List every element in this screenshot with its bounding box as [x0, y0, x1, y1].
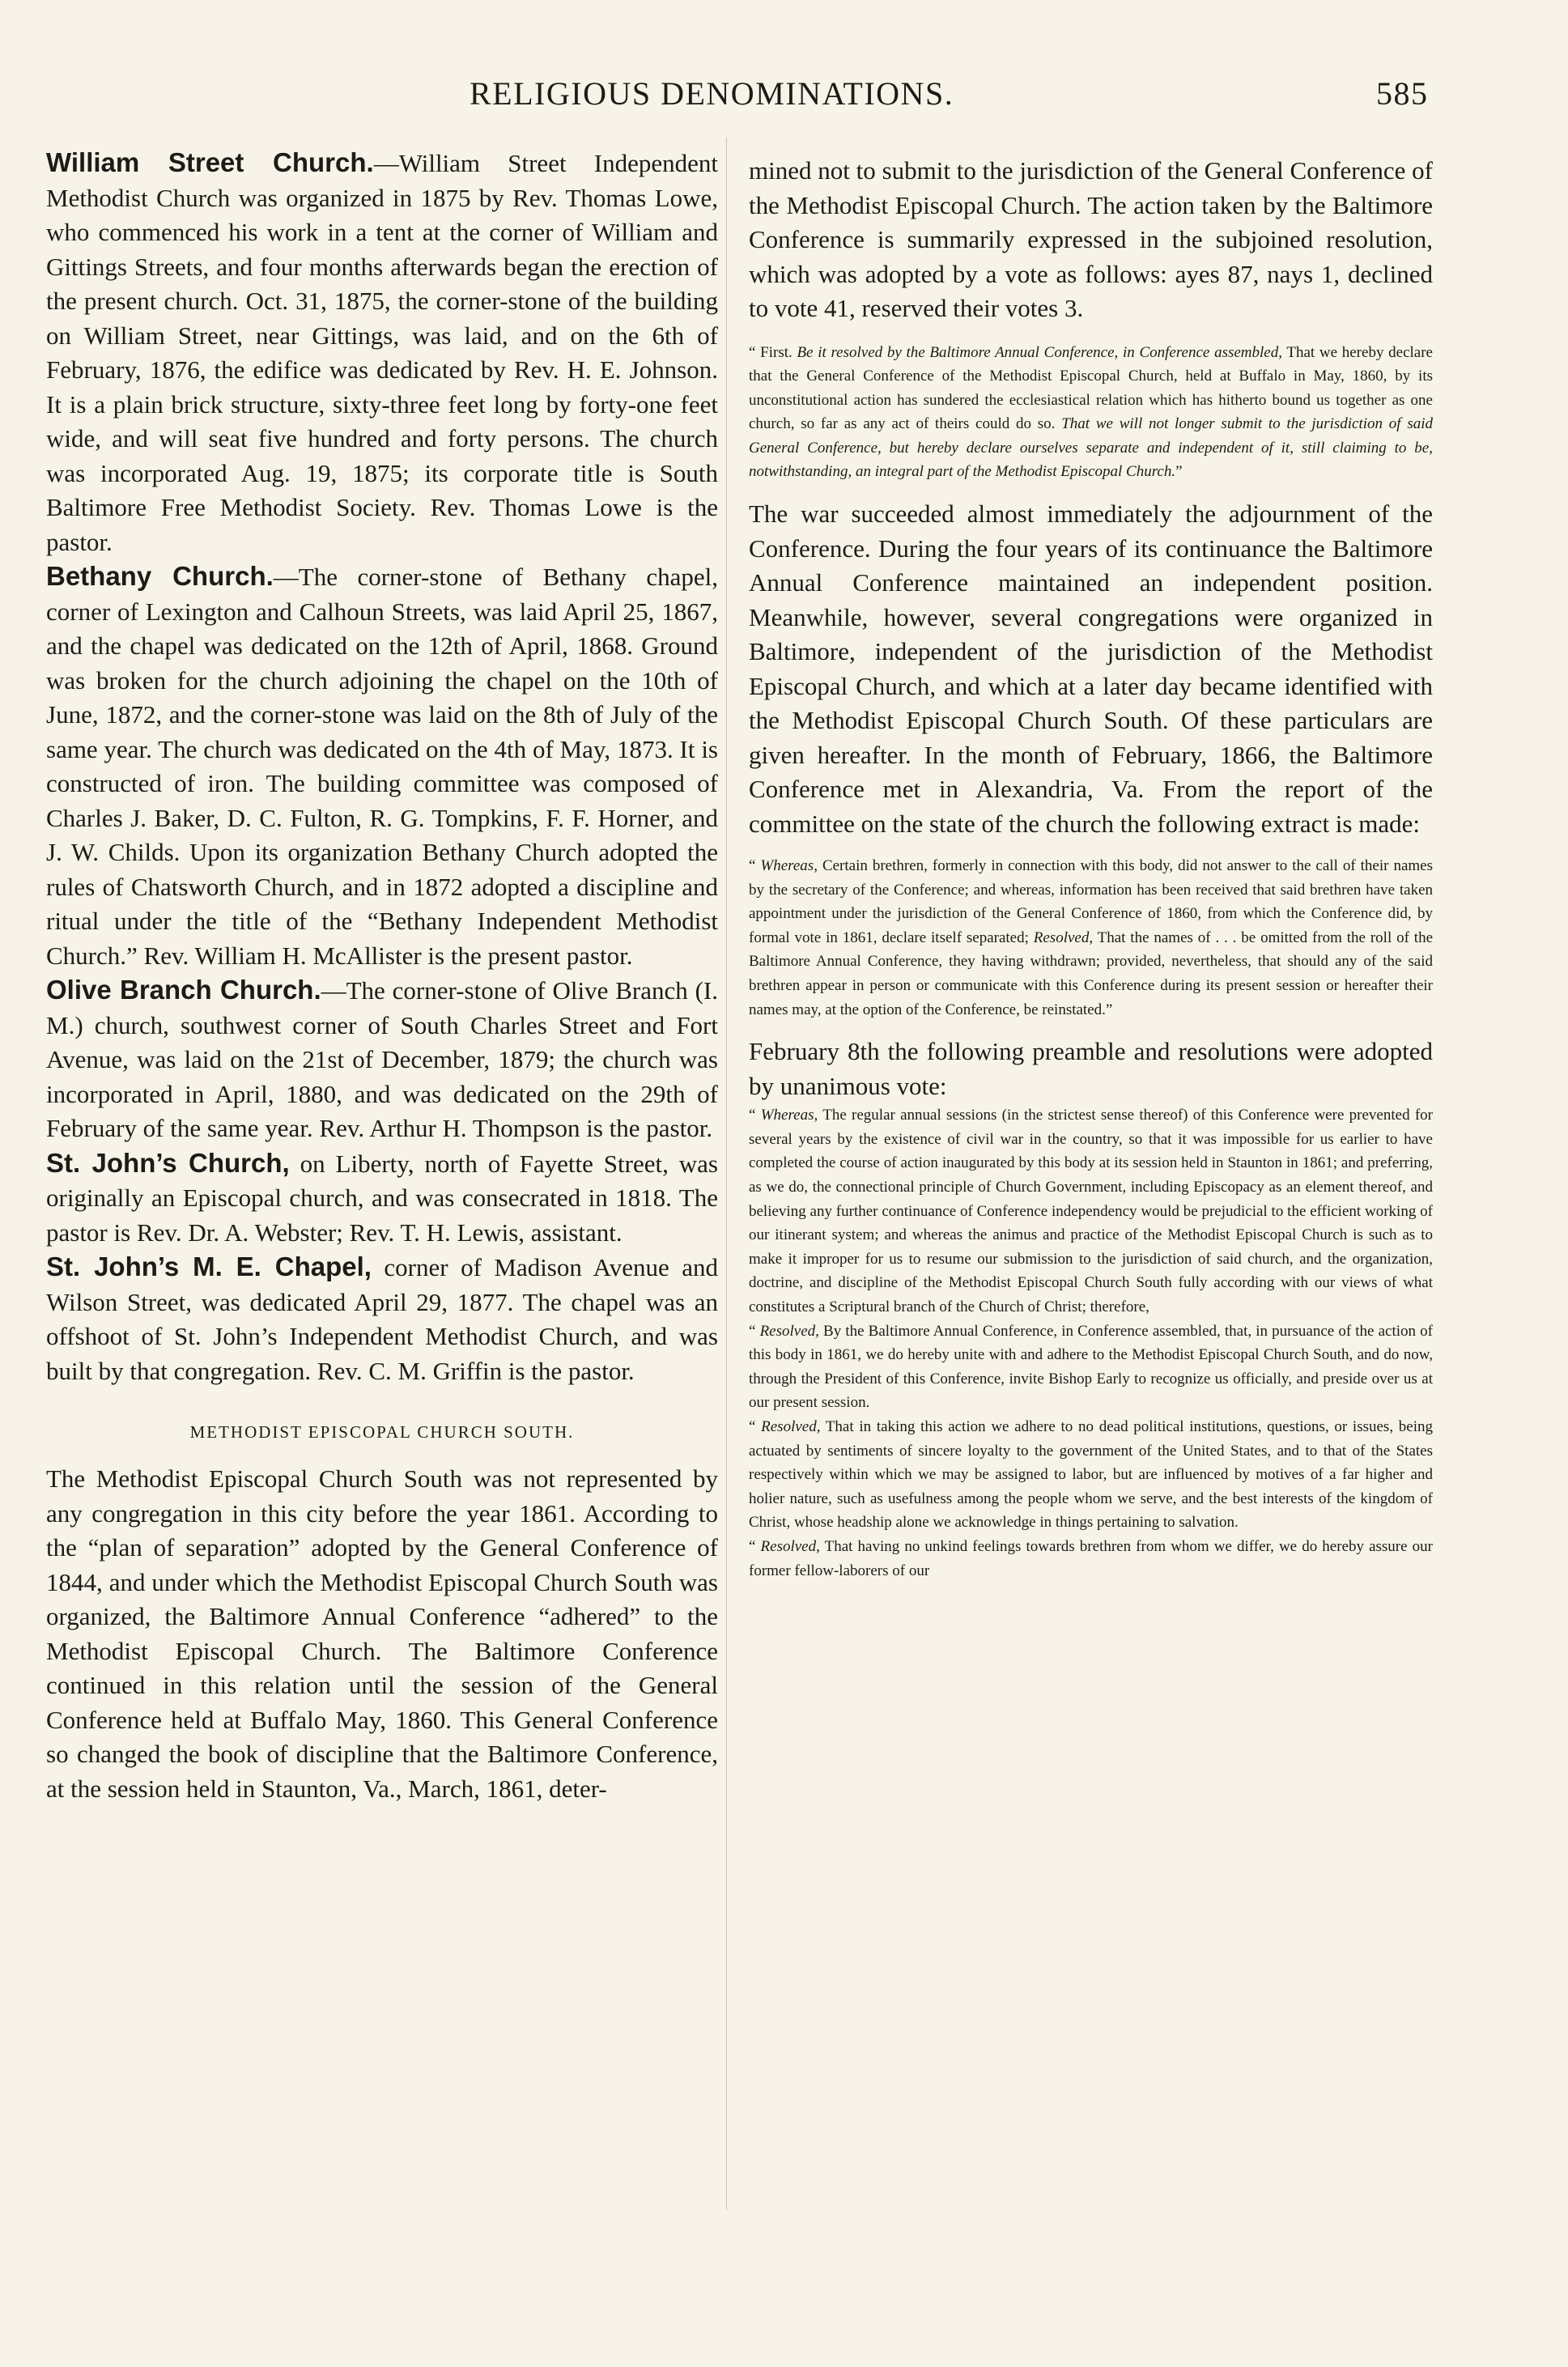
column-divider [726, 138, 727, 2210]
mecs-paragraph: The Methodist Episcopal Church South was not represented by any congregation in this city before the year 1861. According to the “plan of separation” adopted by the General Conference of 1844, and under which the Methodist Episcopal Church South was organized, the Baltimore Annual Conference “adhered” to the Methodist Episcopal Church. The Baltimore Conference continued in this relation until the session of the General Conference held at Buffalo May, 1860. This General Conference so changed the book of discipline that the Baltimore Conference, at the session held in Staunton, Va., March, 1861, deter- [46, 1464, 718, 1803]
william-street-heading: William Street Church. [46, 147, 374, 177]
st-johns-chapel-text: corner of Madison Avenue and Wilson Street, was dedicated April 29, 1877. The chapel was an offshoot of St. John’s Independent Methodist Church, and was built by that congregation. Rev. C. M. Griffin is the pastor. [46, 1253, 718, 1385]
continuation-paragraph: mined not to submit to the jurisdiction of the General Conference of the Methodist Episcopal Church. The action taken by the Baltimore Conference is summarily expressed in the subjoined resolution, which was adopted by a vote as follows: ayes 87, nays 1, declined to vote 41, reserved their votes 3. [749, 156, 1433, 322]
st-johns-paragraph [46, 1146, 718, 1251]
bethany-text: —The corner-stone of Bethany chapel, corner of Lexington and Calhoun Streets, was laid April 25, 1867, and the chapel was dedicated on the 12th of April, 1868. Ground was broken for the church adjoining the chapel on the 10th of June, 1872, and the corner-stone was laid on the 8th of July of the same year. The church was dedicated on the 4th of May, 1873. It is constructed of iron. The building committee was composed of Charles J. Baker, D. C. Fulton, R. G. Tompkins, F. F. Horner, and J. W. Childs. Upon its organization Bethany Church adopted the rules of Chatsworth Church, and in 1872 adopted a discipline and ritual under the title of the “Bethany Independent Methodist Church.” Rev. William H. McAllister is the present pastor. [46, 563, 718, 970]
resolved-quote-3 [749, 1535, 1433, 1583]
bethany-heading: Bethany Church. [46, 561, 274, 591]
quote-text: The regular annual sessions (in the strictest sense thereof) of this Conference were prevented for several years by the existence of civil war in the country, so that it was impossible for us earlier to have completed the course of action inaugurated by this body at its session held in Staunton in 1861; and preferring, as we do, the connectional principle of Church Government, including Episcopacy as an element thereof, and believing any further continuance of Conference independency would be prejudicial to the efficient working of our itinerant system; and whereas the animus and practice of the Methodist Episcopal Church is such as to make it improper for us to resume our submission to the jurisdiction of said church, and the organization, doctrine, and discipline of the Methodist Episcopal Church South fully according with our views of what constitutes a Scriptural branch of the Church of Christ; therefore, [749, 1107, 1434, 1315]
st-johns-heading: St. John’s Church, [46, 1147, 290, 1178]
quote-open: “ [749, 1417, 762, 1435]
section-heading: METHODIST EPISCOPAL CHURCH SOUTH. [189, 1422, 575, 1442]
quote-text: That the names of . . . be omitted from the roll of the Baltimore Annual Conference, they having withdrawn; provided, nevertheless, that should any of the said brethren appear in person or communicate with this Conference during its present session or hereafter their names may, at the option of the Conference, be reinstated.” [749, 929, 1433, 1018]
quote-italic: Whereas, [760, 1107, 818, 1124]
running-head [49, 74, 1429, 123]
bethany-paragraph [46, 559, 718, 973]
quote-open: “ [749, 1537, 761, 1555]
resolved-quote-1 [749, 1319, 1433, 1415]
quote-italic: Resolved, [760, 1537, 820, 1555]
quote-text: That in taking this action we adhere to no dead political institutions, questions, or issues, being actuated by sentiments of sincere loyalty to the government of the United States, and to that of the States respectively within which we may be assigned to labor, but are influenced by motives of a far higher and holier nature, such as usefulness among the people whom we serve, and the best interests of the kingdom of Christ, whose headship alone we acknowledge in things pertaining to salvation. [749, 1417, 1433, 1532]
war-paragraph: The war succeeded almost immediately the adjournment of the Conference. During the four years of its continuance the Baltimore Annual Conference maintained an independent position. Meanwhile, however, several congregations were organized in Baltimore, independent of the jurisdiction of the Methodist Episcopal Church, and which at a later day became identified with the Methodist Episcopal Church South. Of these particulars are given hereafter. In the month of February, 1866, the Baltimore Conference met in Alexandria, Va. From the report of the committee on the state of the church the following extract is made: [749, 499, 1433, 838]
quote-open: “ [749, 1322, 760, 1340]
quote-text: That we hereby declare that the General Conference of the Methodist Episcopal Church, held at Buffalo in May, 1860, by its unconstitutional action has sundered the ecclesiastical relation which has hitherto bound us together as one church, so far as any act of theirs could do so. [749, 343, 1433, 433]
quote-italic: Resolved, [759, 1322, 819, 1340]
st-johns-text: on Liberty, north of Fayette Street, was originally an Episcopal church, and was consecrated in 1818. The pastor is Rev. Dr. A. Webster; Rev. T. H. Lewis, assistant. [46, 1149, 718, 1247]
olive-branch-text: —The corner-stone of Olive Branch (I. M.) church, southwest corner of South Charles Street and Fort Avenue, was laid on the 21st of December, 1879; the church was incorporated in April, 1880, and was dedicated on the 29th of February of the same year. Rev. Arthur H. Thompson is the pastor. [46, 976, 718, 1142]
quote-text: By the Baltimore Annual Conference, in Conference assembled, that, in pursuance of the action of this body in 1861, we do hereby unite with and adhere to the Methodist Episcopal Church South, and do now, through the President of this Conference, invite Bishop Early to recognize us officially, and preside over us at our present session. [749, 1322, 1434, 1412]
olive-branch-paragraph [46, 973, 718, 1146]
william-street-text: —William Street Independent Methodist Church was organized in 1875 by Rev. Thomas Lowe, who commenced his work in a tent at the corner of William and Gittings Streets, and four months afterwards began the erection of the present church. Oct. 31, 1875, the corner-stone of the building on William Street, near Gittings, was laid, and on the 6th of February, 1876, the edifice was dedicated by Rev. H. E. Johnson. It is a plain brick structure, sixty-three feet long by forty-one feet wide, and will seat five hundred and forty persons. The church was incorporated Aug. 19, 1875; its corporate title is South Baltimore Free Methodist Society. Rev. Thomas Lowe is the pastor. [46, 149, 718, 556]
st-johns-chapel-heading: St. John’s M. E. Chapel, [46, 1251, 372, 1281]
february-paragraph: February 8th the following preamble and resolutions were adopted by unanimous vote: [749, 1037, 1433, 1100]
quote-italic: Resolved, [761, 1417, 821, 1435]
resolution-quote [749, 341, 1433, 485]
quote-text: Certain brethren, formerly in connection with this body, did not answer to the call of their names by the secretary of the Conference; and whereas, information has been received that said brethren have taken appointment under the jurisdiction of the General Conference of 1860, from which the Conference did, by formal vote in 1861, declare itself separated; [749, 857, 1433, 946]
preamble-quote [749, 1103, 1433, 1319]
quote-italic: Whereas, [760, 857, 818, 875]
left-column [46, 146, 718, 1806]
olive-branch-heading: Olive Branch Church. [46, 975, 321, 1005]
william-street-paragraph [46, 146, 718, 559]
whereas-quote [749, 854, 1433, 1022]
quote-italic: Be it resolved by the Baltimore Annual Conference, in Conference assembled, [797, 343, 1282, 361]
resolved-quote-2 [749, 1415, 1433, 1535]
quote-italic: Resolved, [1033, 929, 1094, 946]
quote-open: “ First. [749, 343, 797, 361]
quote-italic: That we will not longer submit to the jurisdiction of said General Conference, but hereby declare ourselves separate and independent of it, still claiming to be, notwithstanding, an integral part of the Methodist Episcopal Church. [749, 415, 1434, 481]
quote-open: “ [749, 1107, 761, 1124]
right-column [749, 154, 1433, 1583]
quote-open: “ [749, 857, 761, 875]
running-title: RELIGIOUS DENOMINATIONS. [470, 75, 954, 112]
quote-text: That having no unkind feelings towards brethren from whom we differ, we do hereby assure our former fellow-laborers of our [749, 1537, 1433, 1579]
page-number: 585 [1376, 75, 1429, 112]
st-johns-chapel-paragraph [46, 1250, 718, 1388]
quote-close: ” [1175, 463, 1183, 481]
